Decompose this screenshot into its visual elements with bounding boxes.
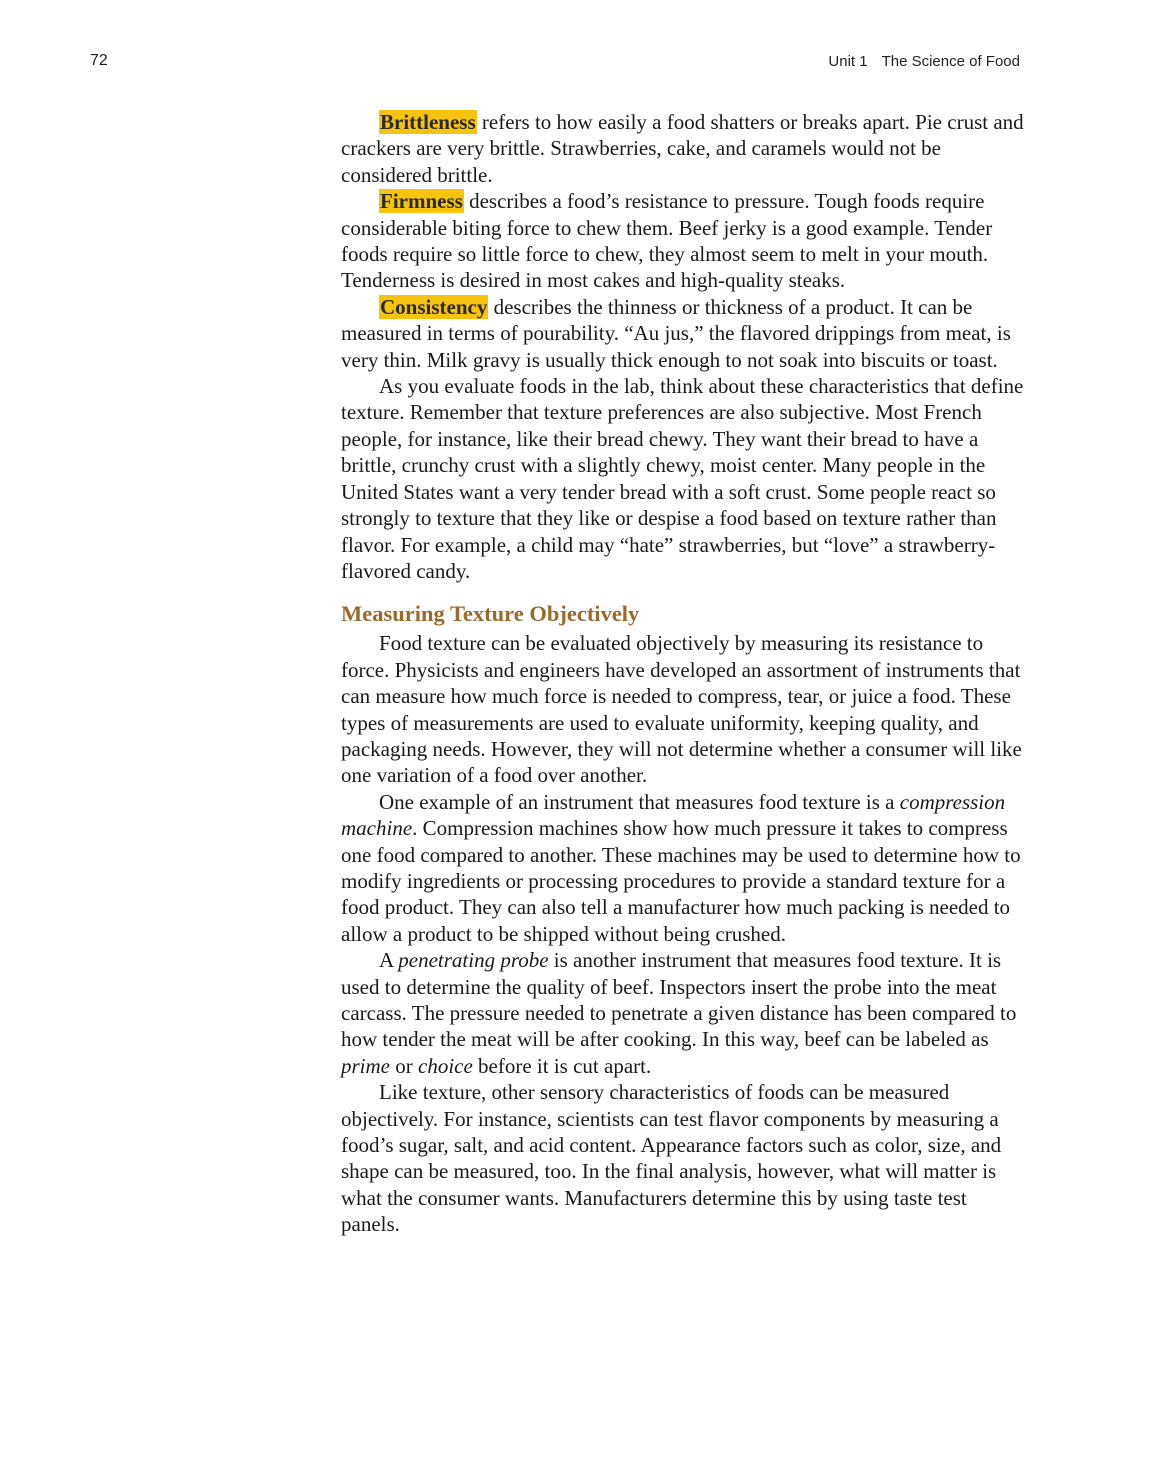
paragraph-evaluate: As you evaluate foods in the lab, think about these characteristics that define texture. Remember that texture preferences are also subjective. Most French people, for instance, like their bread chewy. They want their bread to have a brittle, crunchy crust with a slightly chewy, moist center. Many people in the United States want a very tender bread with a soft crust. Some people react so strongly to texture that they like or despise a food based on texture rather than flavor. For example, a child may “hate” strawberries, but “love” a strawberry-flavored candy.: [341, 374, 1024, 583]
unit-label: Unit 1: [828, 53, 868, 70]
term-highlight: Brittleness: [380, 110, 476, 134]
running-header: [828, 53, 1020, 70]
paragraph-penetrating-probe: [341, 947, 1025, 1079]
paragraph-text: describes a food’s resistance to pressure. Tough foods require considerable biting force to chew them. Beef jerky is a good example. Tender foods require so little force to chew, they almost seem to melt in your mouth. Tenderness is desired in most cakes and high-quality steaks.: [341, 189, 993, 293]
italic-term: choice: [418, 1053, 473, 1078]
paragraph-firmness: [341, 188, 1025, 294]
paragraph-food-texture: Food texture can be evaluated objectively by measuring its resistance to force. Physicists and engineers have developed an assortment of instruments that can measure how much force is needed to compress, tear, or juice a food. These types of measurements are used to evaluate uniformity, keeping quality, and packaging needs. However, they will not determine whether a consumer will like one variation of a food over another.: [341, 631, 1022, 788]
paragraph-sensory-characteristics: Like texture, other sensory characteristics of foods can be measured objectively. For instance, scientists can test flavor components by measuring a food’s sugar, salt, and acid content. Appearance factors such as color, size, and shape can be measured, too. In the final analysis, however, what will matter is what the consumer wants. Manufacturers determine this by using taste test panels.: [341, 1080, 1002, 1237]
term-highlight: Firmness: [380, 189, 463, 214]
paragraph-brittleness: [341, 109, 1025, 188]
paragraph-text: One example of an instrument that measures food texture is a: [379, 789, 900, 814]
paragraph-text: or: [390, 1053, 418, 1078]
italic-term: prime: [341, 1053, 390, 1078]
italic-term: compression machine: [341, 789, 1006, 841]
paragraph-text: before it is cut apart.: [472, 1053, 652, 1078]
paragraph-text: . Compression machines show how much pressure it takes to compress one food compared to another. These machines may be used to determine how to modify ingredients or processing procedures to provide a standard texture for a food product. They can also tell a manufacturer how much packing is needed to allow a product to be shipped without being crushed.: [341, 816, 1021, 946]
paragraph-text: A: [379, 948, 399, 973]
paragraph-consistency: [341, 294, 1025, 373]
unit-title: The Science of Food: [881, 53, 1020, 70]
section-heading: Measuring Texture Objectively: [341, 601, 640, 627]
body-column: [341, 109, 1025, 1238]
italic-term: penetrating probe: [398, 948, 549, 973]
page-number: 72: [90, 52, 108, 69]
paragraph-text: is another instrument that measures food texture. It is used to determine the quality of beef. Inspectors insert the probe into the meat carcass. The pressure needed to penetrate a given distance has been compared to how tender the meat will be after cooking. In this way, beef can be labeled as: [341, 948, 1017, 1052]
paragraph-text: refers to how easily a food shatters or breaks apart. Pie crust and crackers are very brittle. Strawberries, cake, and caramels would not be considered brittle.: [341, 110, 1024, 187]
paragraph-compression-machine: [341, 789, 1025, 947]
term-highlight: Consistency: [380, 294, 488, 319]
paragraph-text: describes the thinness or thickness of a product. It can be measured in terms of pourability. “Au jus,” the flavored drippings from meat, is very thin. Milk gravy is usually thick enough to not soak into biscuits or toast.: [341, 294, 1011, 372]
